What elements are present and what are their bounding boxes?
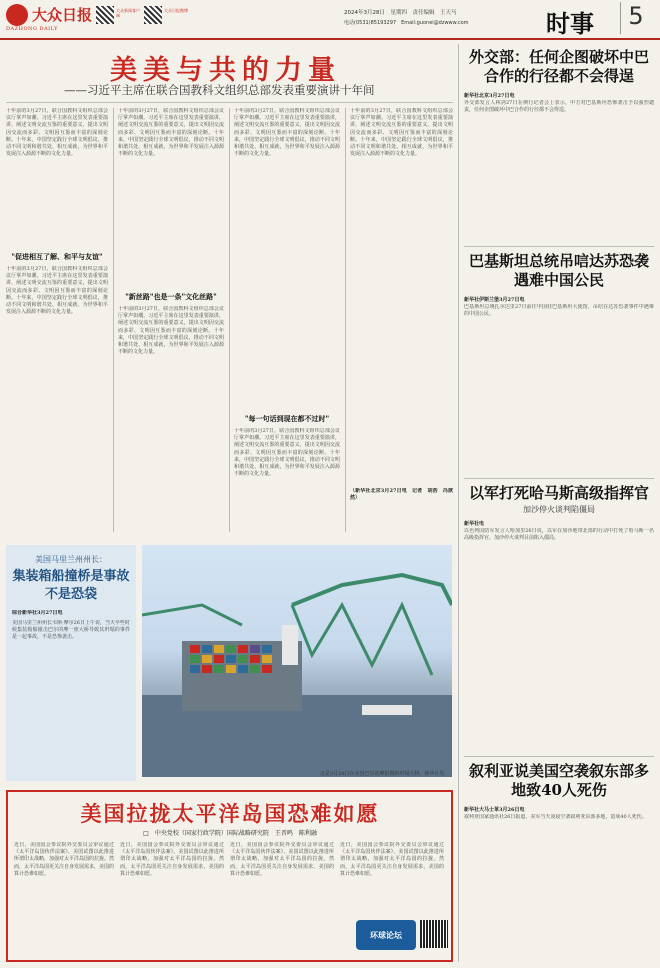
divider: [345, 108, 346, 532]
sidebar-text: 美国马里兰州州长韦斯·摩尔26日上午说，当天早些时候集装箱船撞击巴尔的摩一座大桥导致其坍塌的事件是一起事故，不是恐怖袭击。: [12, 620, 130, 641]
divider: [113, 108, 114, 532]
qr-caption: 大众日报微博: [164, 8, 188, 13]
main-subheadline: ——习近平主席在联合国教科文组织总部发表重要演讲十年间: [64, 83, 375, 97]
commentary-byline: □ 中央党校（国家行政学院）国际战略研究院 王晋鸣 陈利融: [143, 830, 317, 837]
contact-line: 电话(0531)85193297 Email:guonei@dzwww.com: [344, 20, 469, 26]
qr-code-icon: [96, 6, 114, 24]
story-dateline: 新华社电: [464, 521, 485, 527]
article-column: 十年前的3月27日，联合国教科文组织总部会议厅掌声如潮。习近平主席在这里发表重要演讲，阐述文明交流互鉴的重要意义，提出文明因交流而多彩、文明因互鉴而丰富的深刻论断。十年来，中国坚定践行全球文明倡议，推动不同文明和谐共处、相互成就，为世界和平发展注入源源不断的文化力量。: [234, 428, 340, 478]
divider: [229, 108, 230, 532]
newspaper-logo-icon: [6, 4, 28, 26]
date-line: 2024年3月28日 星期四 责任编辑 王天马: [344, 10, 457, 16]
qr-caption: 大众新闻客户端: [116, 8, 140, 18]
article-column: 十年前的3月27日，联合国教科文组织总部会议厅掌声如潮。习近平主席在这里发表重要演讲，阐述文明交流互鉴的重要意义，提出文明因交流而多彩、文明因互鉴而丰富的深刻论断。十年来，中国坚定践行全球文明倡议，推动不同文明和谐共处、相互成就，为世界和平发展注入源源不断的文化力量。: [350, 108, 453, 158]
divider: [464, 756, 654, 757]
column-badge: 环球论坛: [356, 920, 416, 950]
story-text: 以色列国防军发言人哈加里26日说，以军在加沙地带北部的行动中打死了哈马斯一名高级指挥官。加沙停火谈判目前陷入僵局。: [464, 528, 654, 542]
qr-code-icon: [420, 920, 448, 948]
commentary-column: 近日，美国国会参议院外交委员会审议通过《太平洋岛国伙伴法案》，美国试图以此推进所谓印太战略，加强对太平洋岛国的拉拢。然而，太平洋岛国更关注自身发展需求，美国的算计恐难如愿。: [340, 842, 444, 877]
divider: [6, 102, 453, 103]
sidebar-kicker: 美国马里兰州州长：: [35, 555, 107, 564]
news-photo: [142, 545, 452, 777]
qr-code-icon: [144, 6, 162, 24]
commentary-column: 近日，美国国会参议院外交委员会审议通过《太平洋岛国伙伴法案》，美国试图以此推进所谓印太战略，加强对太平洋岛国的拉拢。然而，太平洋岛国更关注自身发展需求，美国的算计恐难如愿。: [230, 842, 334, 877]
story-text: 叙利亚国家通讯社26日报道，美军当天凌晨空袭叙利亚东部多地，造成40人死伤。: [464, 814, 647, 820]
article-column: 十年前的3月27日，联合国教科文组织总部会议厅掌声如潮。习近平主席在这里发表重要演讲，阐述文明交流互鉴的重要意义，提出文明因交流而多彩、文明因互鉴而丰富的深刻论断。十年来，中国坚定践行全球文明倡议，推动不同文明和谐共处、相互成就，为世界和平发展注入源源不断的文化力量。: [118, 108, 224, 158]
article-column: 十年前的3月27日，联合国教科文组织总部会议厅掌声如潮。习近平主席在这里发表重要演讲，阐述文明交流互鉴的重要意义，提出文明因交流而多彩、文明因互鉴而丰富的深刻论断。十年来，中国坚定践行全球文明倡议，推动不同文明和谐共处、相互成就，为世界和平发展注入源源不断的文化力量。: [6, 266, 108, 316]
article-column: 十年前的3月27日，联合国教科文组织总部会议厅掌声如潮。习近平主席在这里发表重要演讲，阐述文明交流互鉴的重要意义，提出文明因交流而多彩、文明因互鉴而丰富的深刻论断。十年来，中国坚定践行全球文明倡议，推动不同文明和谐共处、相互成就，为世界和平发展注入源源不断的文化力量。: [118, 306, 224, 356]
main-headline: 美美与共的力量: [110, 55, 341, 86]
article-column: 十年前的3月27日，联合国教科文组织总部会议厅掌声如潮。习近平主席在这里发表重要演讲，阐述文明交流互鉴的重要意义，提出文明因交流而多彩、文明因互鉴而丰富的深刻论断。十年来，中国坚定践行全球文明倡议，推动不同文明和谐共处、相互成就，为世界和平发展注入源源不断的文化力量。: [6, 108, 108, 158]
story-headline: 叙利亚说美国空袭叙东部多地致40人死伤: [468, 762, 649, 799]
divider: [458, 44, 459, 962]
section-title: 时事: [546, 10, 594, 38]
commentary-column: 近日，美国国会参议院外交委员会审议通过《太平洋岛国伙伴法案》，美国试图以此推进所谓印太战略，加强对太平洋岛国的拉拢。然而，太平洋岛国更关注自身发展需求，美国的算计恐难如愿。: [120, 842, 224, 877]
article-credit: （新华社北京3月27日电 记者 胡浩 冯歆然）: [350, 488, 453, 502]
article-subhead: "促进相互了解、和平与友谊": [11, 252, 103, 261]
sidebar-dateline: 综合新华社3月27日电: [12, 610, 63, 616]
page-number: 5: [620, 2, 651, 34]
sidebar-title: 集装箱船撞桥是事故不是恐袋: [12, 569, 130, 602]
story-headline: 以军打死哈马斯高级指挥官: [468, 484, 649, 502]
divider: [464, 246, 654, 247]
story-dateline: 新华社大马士革3月26日电: [464, 807, 525, 813]
divider: [464, 478, 654, 479]
story-headline: 外交部：任何企图破坏中巴合作的行径都不会得逞: [468, 48, 649, 85]
commentary-title: 美国拉拢太平洋岛国恐难如愿: [80, 801, 380, 826]
commentary-column: 近日，美国国会参议院外交委员会审议通过《太平洋岛国伙伴法案》，美国试图以此推进所谓印太战略，加强对太平洋岛国的拉拢。然而，太平洋岛国更关注自身发展需求，美国的算计恐难如愿。: [14, 842, 114, 877]
paper-sub: DAZHONG DAILY: [6, 26, 58, 32]
article-subhead: "每一句话到现在都不过时": [244, 414, 330, 423]
story-dateline: 新华社北京3月27日电: [464, 93, 515, 99]
story-text: 巴基斯坦总统扎尔达里27日前往中国驻巴基斯坦大使馆，吊唁在达苏恐袭事件中遇难的中国公民。: [464, 304, 654, 318]
photo-caption: 这是3月26日在美国巴尔的摩拍摄的坍塌大桥。新华社发: [320, 771, 445, 777]
collapsed-bridge-photo: [142, 545, 452, 777]
story-text: 外交部发言人林剑27日在例行记者会上表示，中方对巴基斯坦恐怖袭击予以强烈谴责，任何企图破坏中巴合作的行径都不会得逞。: [464, 100, 654, 114]
story-subheadline: 加沙停火谈判陷僵局: [523, 505, 595, 514]
paper-name: 大众日报: [32, 6, 93, 24]
article-subhead: "新丝路"也是一条"文化丝路": [125, 292, 217, 301]
story-dateline: 新华社伊斯兰堡3月27日电: [464, 297, 525, 303]
article-column: 十年前的3月27日，联合国教科文组织总部会议厅掌声如潮。习近平主席在这里发表重要演讲，阐述文明交流互鉴的重要意义，提出文明因交流而多彩、文明因互鉴而丰富的深刻论断。十年来，中国坚定践行全球文明倡议，推动不同文明和谐共处、相互成就，为世界和平发展注入源源不断的文化力量。: [234, 108, 340, 158]
story-headline: 巴基斯坦总统吊唁达苏恐袭遇难中国公民: [468, 252, 649, 289]
